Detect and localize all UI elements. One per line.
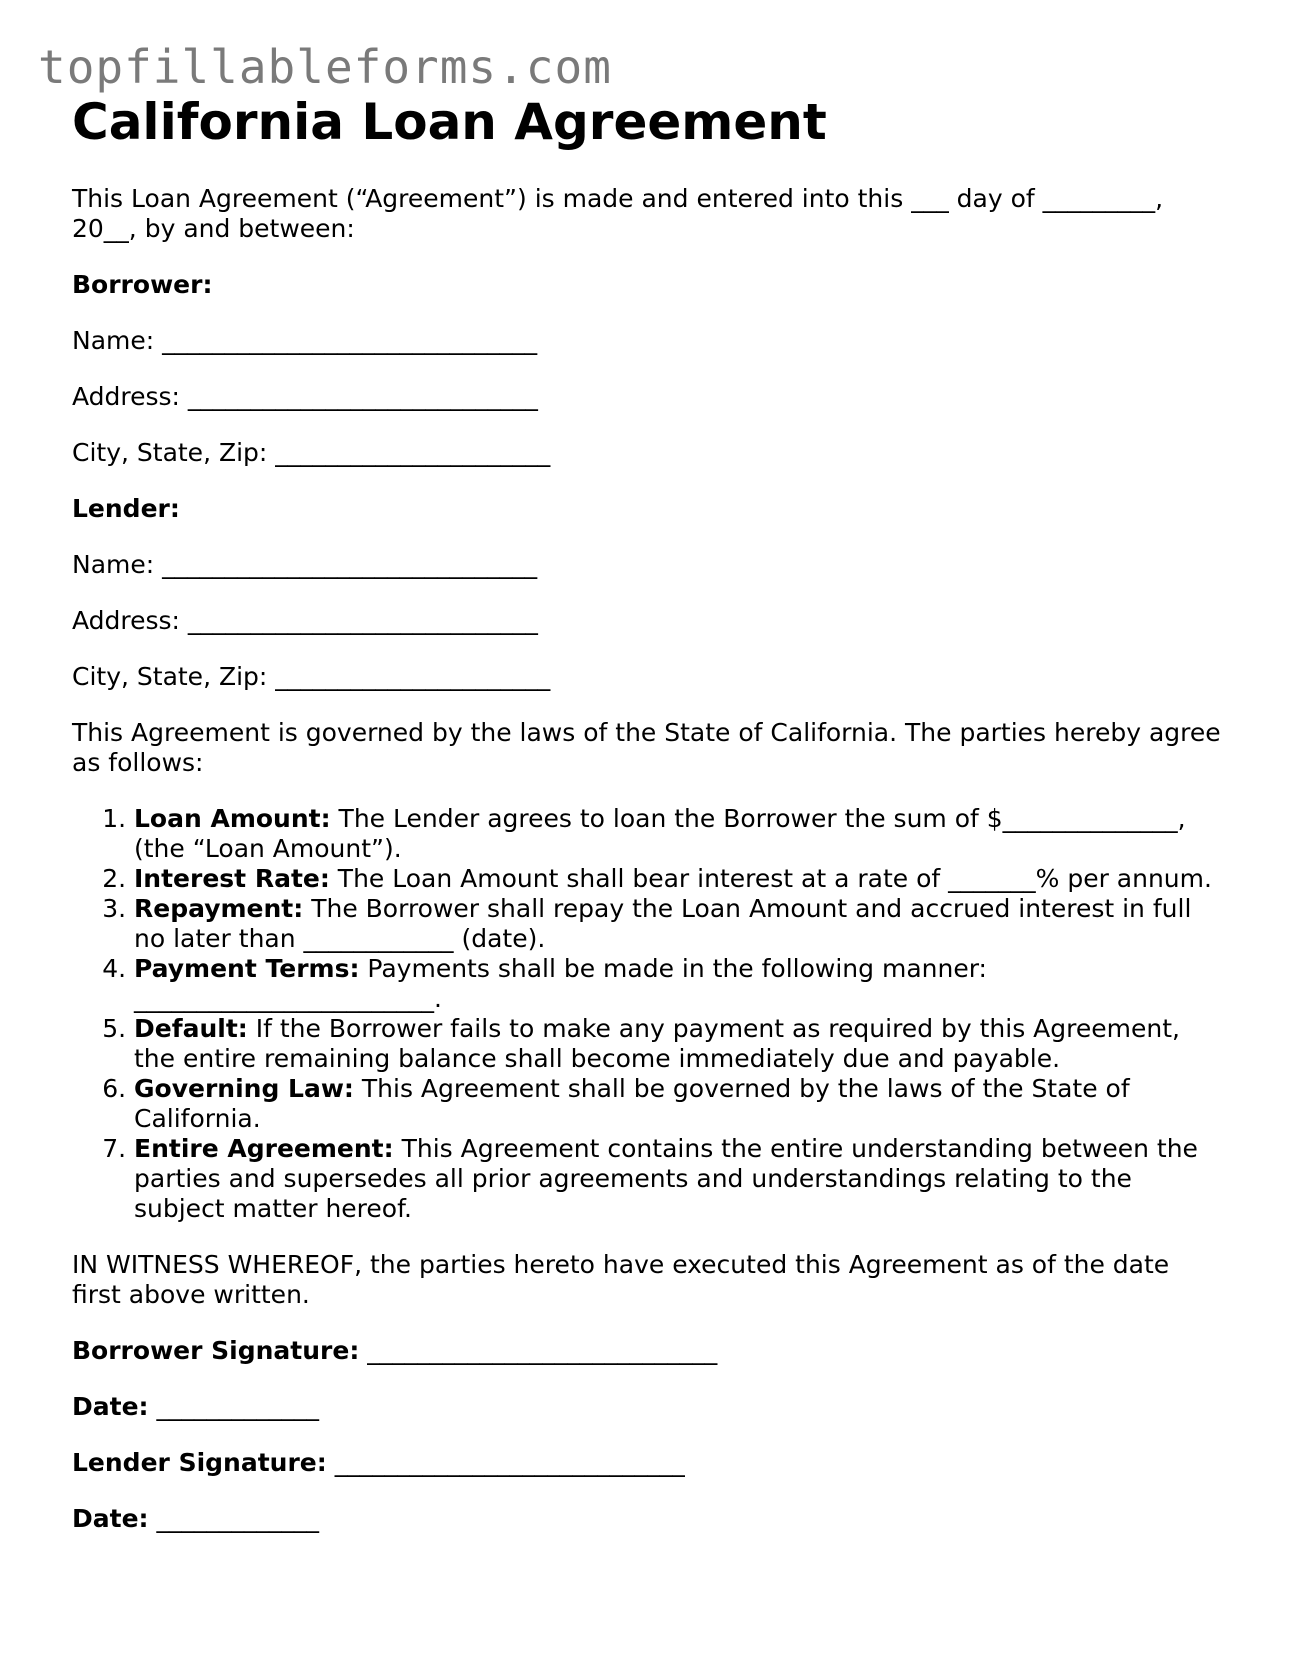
borrower-address-field[interactable]: Address: ____________________________ [72,382,538,411]
borrower-signature-line[interactable] [72,1336,1222,1366]
term-label: Governing Law: [134,1074,354,1103]
term-text: The Lender agrees to loan the Borrower the sum of $______________, (the “Loan Amount”). [134,804,1186,863]
borrower-date-blank[interactable]: _____________ [148,1392,319,1421]
term-text: The Loan Amount shall bear interest at a rate of _______% per annum. [329,864,1212,893]
borrower-name-field[interactable]: Name: ______________________________ [72,326,538,355]
term-label: Loan Amount: [134,804,331,833]
borrower-date-line[interactable] [72,1392,1222,1422]
watermark: topfillableforms.com [38,40,612,94]
lender-date-line[interactable] [72,1504,1222,1534]
term-repayment [134,894,1222,954]
borrower-heading: Borrower: [72,270,213,299]
term-entire-agreement [134,1134,1222,1224]
governs-paragraph: This Agreement is governed by the laws of the State of California. The parties hereby agree as follows: [72,718,1221,777]
lender-signature-line[interactable] [72,1448,1222,1478]
lender-date-blank[interactable]: _____________ [148,1504,319,1533]
lender-signature-label: Lender Signature: [72,1448,327,1477]
borrower-city-field[interactable]: City, State, Zip: ______________________ [72,438,551,467]
term-label: Repayment: [134,894,304,923]
lender-signature-blank[interactable]: ____________________________ [326,1448,685,1477]
term-text: If the Borrower fails to make any payment as required by this Agreement, the entire remaining balance shall become immediately due and payable. [134,1014,1180,1073]
term-text: The Borrower shall repay the Loan Amount and accrued interest in full no later than ____________ (date). [134,894,1192,953]
term-interest-rate [134,864,1222,894]
borrower-signature-blank[interactable]: ____________________________ [359,1336,718,1365]
term-label: Interest Rate: [134,864,330,893]
term-text: This Agreement shall be governed by the laws of the State of California. [134,1074,1130,1133]
term-governing-law [134,1074,1222,1134]
lender-address-field[interactable]: Address: ____________________________ [72,606,538,635]
lender-date-label: Date: [72,1504,149,1533]
term-text: Payments shall be made in the following manner: ________________________. [134,954,987,1013]
term-payment-terms [134,954,1222,1014]
term-text: This Agreement contains the entire understanding between the parties and supersedes all prior agreements and understandings relating to the subject matter hereof. [134,1134,1198,1223]
document-title: California Loan Agreement [72,93,827,151]
term-default [134,1014,1222,1074]
term-label: Entire Agreement: [134,1134,394,1163]
borrower-signature-label: Borrower Signature: [72,1336,360,1365]
lender-heading: Lender: [72,494,180,523]
terms-list [72,804,1222,1224]
lender-city-field[interactable]: City, State, Zip: ______________________ [72,662,551,691]
lender-name-field[interactable]: Name: ______________________________ [72,550,538,579]
witness-paragraph: IN WITNESS WHEREOF, the parties hereto have executed this Agreement as of the date first above written. [72,1250,1170,1309]
document-page [72,88,1222,1534]
intro-paragraph: This Loan Agreement (“Agreement”) is made and entered into this ___ day of _________, 20__, by and between: [72,184,1164,243]
term-loan-amount [134,804,1222,864]
term-label: Payment Terms: [134,954,360,983]
borrower-date-label: Date: [72,1392,149,1421]
term-label: Default: [134,1014,248,1043]
